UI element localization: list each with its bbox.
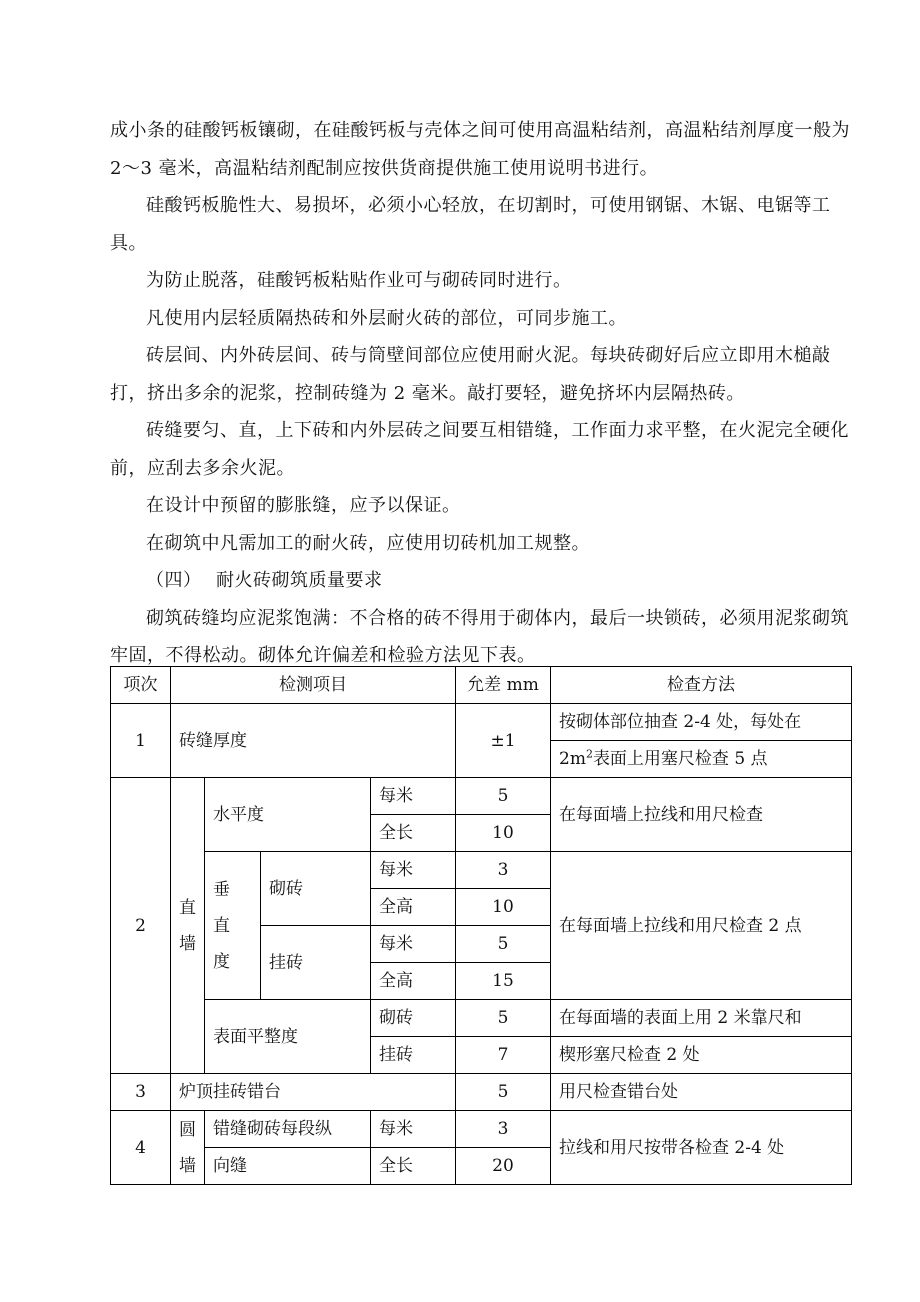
row-method: 在每面墙的表面上用 2 米靠尺和: [551, 1000, 852, 1037]
paragraph: 在设计中预留的膨胀缝，应予以保证。: [146, 495, 461, 516]
row-group-label: 直 墙: [171, 778, 205, 1074]
paragraph: 在砌筑中凡需加工的耐火砖，应使用切砖机加工规整。: [146, 532, 590, 554]
header-tolerance: 允差 mm: [456, 667, 551, 704]
row-item: 砖缝厚度: [171, 704, 456, 778]
header-method: 检查方法: [551, 667, 852, 704]
row-method: 在每面墙上拉线和用尺检查: [551, 778, 852, 852]
tolerance-value: 5: [456, 926, 551, 963]
paragraph: 凡使用内层轻质隔热砖和外层耐火砖的部位，可同步施工。: [146, 307, 627, 329]
section-title: 耐火砖砌筑质量要求: [216, 570, 383, 591]
row-no: 4: [111, 1111, 171, 1185]
header-item: 检测项目: [171, 667, 456, 704]
tolerance-value: 15: [456, 963, 551, 1000]
row-no: 1: [111, 704, 171, 778]
row-item-cont: 向缝: [205, 1148, 371, 1185]
masonry-item: 砌砖: [261, 852, 371, 926]
paragraph: 砖层间、内外砖层间、砖与筒壁间部位应使用耐火泥。每块砖砌好后应立即用木槌敲打，挤出多余的泥浆，控制砖缝为 2 毫米。敲打要轻，避免挤坏内层隔热砖。: [110, 345, 831, 404]
paragraph: 成小条的硅酸钙板镶砌，在硅酸钙板与壳体之间可使用高温粘结剂，高温粘结剂厚度一般为 2～3 毫米，高温粘结剂配制应按供货商提供施工使用说明书进行。: [110, 120, 850, 179]
tolerance-value: 20: [456, 1148, 551, 1185]
sub-item: 全高: [371, 889, 456, 926]
sub-item: 全长: [371, 1148, 456, 1185]
sub-item: 每米: [371, 852, 456, 889]
row-method: 按砌体部位抽查 2-4 处，每处在: [551, 704, 852, 741]
row-item: 错缝砌砖每段纵: [205, 1111, 371, 1148]
tolerance-value: 5: [456, 1000, 551, 1037]
table-row: [111, 778, 852, 815]
table-header-row: [111, 667, 852, 704]
tolerance-value: 7: [456, 1037, 551, 1074]
row-method-cont: $2m^2$表面上用塞尺检查 5 点: [551, 741, 852, 778]
row-no: 3: [111, 1074, 171, 1111]
table-row: [111, 1111, 852, 1148]
table-row: [111, 852, 852, 889]
table-row: [111, 1074, 852, 1111]
tolerance-value: 5: [456, 778, 551, 815]
sub-item: 全长: [371, 815, 456, 852]
sub-item: 挂砖: [371, 1037, 456, 1074]
tolerance-value: 3: [456, 852, 551, 889]
vertical-label: 垂 直 度: [205, 852, 261, 1000]
row-item: 炉顶挂砖错台: [171, 1074, 456, 1111]
section-number: （四）: [146, 570, 202, 591]
table-row: [111, 704, 852, 741]
row-tolerance: 5: [456, 1074, 551, 1111]
body-text: [110, 112, 855, 675]
row-method: 在每面墙上拉线和用尺检查 2 点: [551, 852, 852, 1000]
sub-item: 每米: [371, 778, 456, 815]
row-group-label: 圆 墙: [171, 1111, 205, 1185]
header-item-no: 项次: [111, 667, 171, 704]
paragraph: 砌筑砖缝均应泥浆饱满：不合格的砖不得用于砌体内，最后一块锁砖，必须用泥浆砌筑牢固，不得松动。砌体允许偏差和检验方法见下表。: [110, 607, 849, 666]
paragraph: 硅酸钙板脆性大、易损坏，必须小心轻放，在切割时，可使用钢锯、木锯、电锯等工具。: [110, 195, 831, 254]
paragraph: 砖缝要匀、直，上下砖和内外层砖之间要互相错缝，工作面力求平整，在火泥完全硬化前，应刮去多余火泥。: [110, 420, 849, 479]
row-method-cont: 楔形塞尺检查 2 处: [551, 1037, 852, 1074]
table-row: [111, 1000, 852, 1037]
row-method: 用尺检查错台处: [551, 1074, 852, 1111]
row-method: 拉线和用尺按带各检查 2-4 处: [551, 1111, 852, 1185]
tolerance-value: 10: [456, 889, 551, 926]
tolerance-table: [110, 666, 852, 1185]
sub-item: 砌砖: [371, 1000, 456, 1037]
section-heading: [110, 562, 855, 600]
tolerance-value: 3: [456, 1111, 551, 1148]
row-no: 2: [111, 778, 171, 1074]
hanging-item: 挂砖: [261, 926, 371, 1000]
paragraph: 为防止脱落，硅酸钙板粘贴作业可与砌砖同时进行。: [146, 270, 572, 291]
row-tolerance: ±1: [456, 704, 551, 778]
sub-item: 每米: [371, 1111, 456, 1148]
flatness-item: 表面平整度: [205, 1000, 371, 1074]
sub-item: 每米: [371, 926, 456, 963]
sub-item: 全高: [371, 963, 456, 1000]
level-item: 水平度: [205, 778, 371, 852]
tolerance-value: 10: [456, 815, 551, 852]
